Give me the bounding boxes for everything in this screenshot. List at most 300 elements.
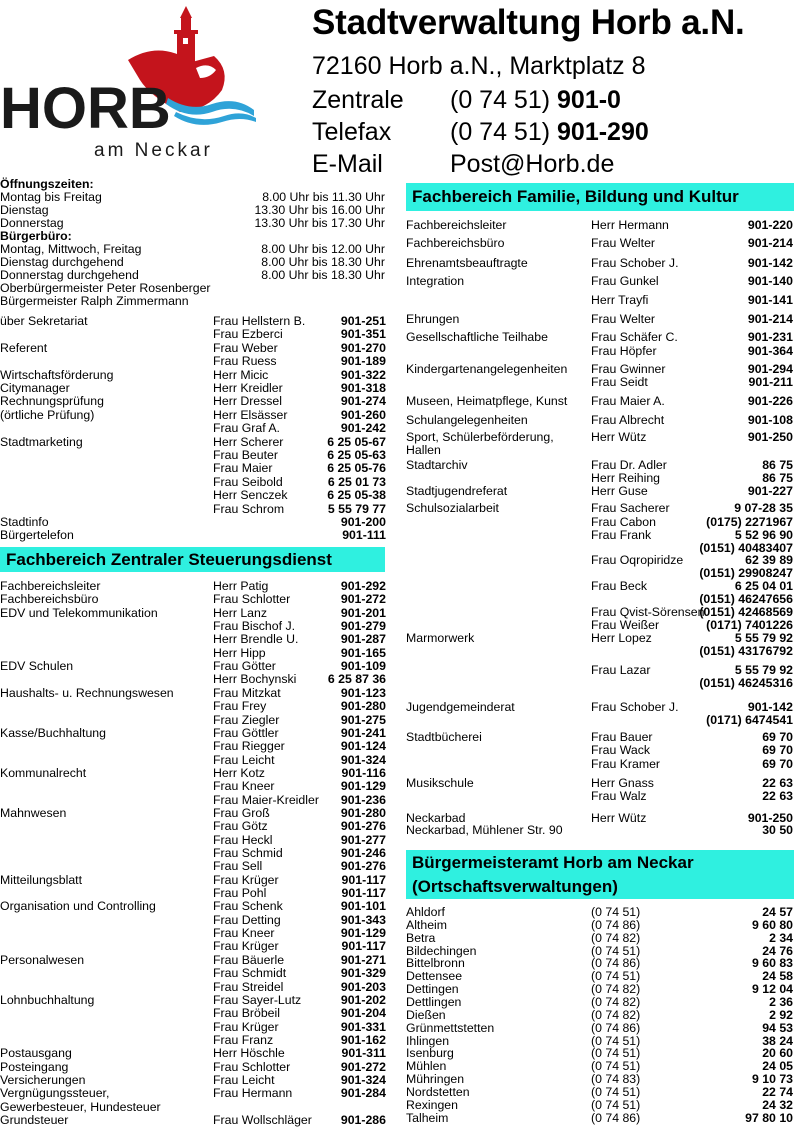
phone-number: 901-141 [747, 293, 793, 307]
contact-person: Frau Sayer-Lutz [213, 992, 302, 1007]
department: Wirtschaftsförderung [0, 367, 114, 382]
hours-time: 13.30 Uhr bis 17.30 Uhr [254, 216, 385, 230]
phone-number: 30 50 [762, 823, 793, 837]
ortschaft-name: Isenburg [406, 1046, 454, 1061]
contact-person: Frau Krüger [213, 939, 279, 954]
phone-number: 901-129 [340, 926, 386, 941]
contact-person: Herr Gnass [591, 776, 654, 790]
phone-number: 901-200 [340, 515, 386, 529]
department: Ehrenamtsbeauftragte [406, 256, 528, 270]
department: Personalwesen [0, 952, 85, 967]
phone-number: 901-111 [342, 528, 386, 543]
contact-person: Herr Kreidler [213, 381, 283, 395]
contact-person: Herr Hipp [213, 645, 266, 660]
horb-logo [0, 0, 300, 178]
phone-number: 2 34 [769, 930, 793, 945]
department: Organisation und Controlling [0, 899, 156, 914]
phone-number: 901-165 [340, 645, 386, 660]
contact-person: Frau Schlotter [213, 592, 291, 607]
phone-number: 901-142 [747, 700, 793, 714]
contact-person: Frau Gunkel [591, 274, 659, 288]
phone-number: 6 25 05-63 [327, 448, 386, 462]
phone-number: 901-351 [340, 327, 386, 342]
phone-number: (0175) 2271967 [706, 515, 793, 529]
contact-person: Herr Trayfi [591, 293, 649, 307]
phone-number: (0151) 43176792 [699, 644, 793, 658]
phone-number: 5 52 96 90 [734, 528, 793, 542]
contact-person: Frau Welter [591, 236, 656, 250]
contact-person: Frau Wack [591, 743, 650, 757]
department: Postausgang [0, 1046, 72, 1061]
department: Referent [0, 340, 48, 355]
phone-number: 901-294 [747, 362, 793, 376]
department: Haushalts- u. Rechnungswesen [0, 685, 174, 700]
buergerbuero-title: Bürgerbüro: [0, 229, 72, 243]
phone-number: 901-140 [747, 274, 793, 288]
phone-number: 69 70 [762, 730, 793, 744]
phone-number: 24 05 [762, 1059, 793, 1074]
phone-number: (0151) 46245316 [699, 676, 793, 690]
phone-number: 9 07-28 35 [734, 501, 793, 515]
department: Museen, Heimatpflege, Kunst [406, 394, 568, 408]
phone-number: 24 76 [762, 943, 793, 958]
phone-number: 901-280 [340, 699, 386, 714]
phone-number: 901-322 [340, 367, 386, 382]
area-code: (0 74 86) [591, 956, 641, 971]
phone-number: 901-251 [340, 314, 386, 328]
contact-person: Frau Bischof J. [213, 619, 296, 634]
area-code: (0 74 82) [591, 930, 641, 945]
phone-number: 901-272 [340, 1059, 386, 1074]
department: EDV und Telekommunikation [0, 605, 158, 620]
phone-number: 901-284 [340, 1086, 386, 1101]
phone-number: 62 39 89 [745, 553, 793, 567]
department: Bürgertelefon [0, 528, 74, 543]
phone-number: 6 25 05-76 [327, 461, 386, 476]
contact-person: Herr Brendle U. [213, 632, 299, 647]
phone-number: 22 63 [762, 776, 793, 790]
department: Grundsteuer [0, 1113, 69, 1127]
phone-number: 901-277 [340, 832, 386, 847]
address: 72160 Horb a.N., Marktplatz 8 [312, 52, 646, 80]
phone-number: (0171) 7401226 [706, 618, 793, 632]
contact-person: Herr Senczek [213, 488, 288, 503]
contact-person: Frau Schenk [213, 899, 283, 914]
phone-number: 901-189 [340, 354, 386, 369]
phone-number: 97 80 10 [745, 1110, 793, 1125]
department: Sport, Schülerbeförderung, [406, 430, 554, 444]
ortschaft-name: Ihlingen [406, 1033, 450, 1048]
department: Rechnungsprüfung [0, 394, 104, 409]
ortschaft-name: Ahldorf [406, 905, 445, 919]
department: Gewerbesteuer, Hundesteuer [0, 1099, 161, 1114]
contact-person: Frau Hermann [213, 1086, 293, 1101]
phone-number: 69 70 [762, 757, 793, 771]
phone-number: 901-117 [341, 872, 386, 887]
phone-number: 6 25 04 01 [734, 579, 793, 593]
phone-number: (0151) 29908247 [699, 566, 793, 580]
contact-person: Frau Schober J. [591, 700, 679, 714]
phone-number: 901-242 [340, 421, 386, 436]
phone-number: 901-241 [340, 725, 386, 740]
department: über Sekretariat [0, 314, 88, 328]
ortschaft-name: Mühlen [406, 1059, 447, 1074]
phone-number: 901-129 [340, 779, 386, 794]
contact-person: Herr Patig [213, 579, 269, 593]
section-familie-bildung-kultur: Fachbereich Familie, Bildung und Kultur [406, 183, 794, 211]
phone-number: 86 75 [762, 471, 793, 485]
phone-number: 69 70 [762, 743, 793, 757]
phone-number: 901-324 [340, 752, 386, 767]
hours-time: 8.00 Uhr bis 18.30 Uhr [261, 268, 385, 282]
phone-number: 901-214 [747, 236, 793, 250]
department: Neckarbad, Mühlener Str. 90 [406, 823, 563, 837]
contact-person: Frau Sell [213, 859, 263, 874]
ortschaft-name: Betra [406, 930, 436, 945]
phone-number: 901-271 [340, 952, 386, 967]
contact-person: Herr Lanz [213, 605, 267, 620]
department: Versicherungen [0, 1072, 86, 1087]
contact-person: Frau Bröbeil [213, 1006, 280, 1021]
phone-number: 901-276 [340, 859, 386, 874]
phone-number: 9 60 80 [751, 917, 793, 932]
department: Marmorwerk [406, 631, 475, 645]
phone-number: 901-162 [340, 1032, 386, 1047]
phone-number: 6 25 05-38 [327, 488, 386, 503]
contact-person: Frau Walz [591, 789, 647, 803]
logo-sub: am Neckar [94, 140, 213, 161]
phone-number: 9 10 73 [751, 1072, 793, 1087]
department: Stadtbücherei [406, 730, 482, 744]
contact-person: Frau Schlotter [213, 1059, 291, 1074]
area-code: (0 74 51) [591, 1084, 641, 1099]
hours-day: Dienstag [0, 203, 49, 217]
phone-number: 901-226 [747, 394, 793, 408]
phone-number: 24 57 [762, 905, 793, 919]
logo-horb: HORB [0, 76, 171, 141]
contact-person: Herr Elsässer [213, 407, 288, 422]
department: Stadtjugendreferat [406, 484, 508, 498]
contact-person: Herr Dressel [213, 394, 283, 409]
area-code: (0 74 51) [591, 905, 641, 919]
contact-person: Frau Detting [213, 912, 281, 927]
contact-person: Frau Franz [213, 1032, 274, 1047]
contact-telefax: Telefax (0 74 51) 901-290 [312, 118, 649, 146]
ortschaft-name: Rexingen [406, 1097, 458, 1112]
contact-person: Frau Bäuerle [213, 952, 285, 967]
contact-person: Frau Seidt [591, 375, 648, 389]
phone-number: 5 55 79 92 [734, 663, 793, 677]
phone-number: 901-292 [340, 579, 386, 593]
department: EDV Schulen [0, 659, 74, 674]
contact-person: Herr Guse [591, 484, 648, 498]
phone-number: 901-250 [747, 430, 793, 444]
contact-person: Frau Frank [591, 528, 652, 542]
contact-person: Frau Schmidt [213, 966, 287, 981]
phone-number: 6 25 87 36 [327, 672, 386, 687]
phone-number: 901-203 [340, 979, 386, 994]
phone-number: 901-202 [340, 992, 386, 1007]
contact-person: Herr Hermann [591, 218, 669, 232]
ortschaft-name: Grünmettstetten [406, 1020, 495, 1035]
contact-person: Frau Sacherer [591, 501, 670, 515]
contact-person: Frau Ziegler [213, 712, 280, 727]
contact-person: Frau Oqropiridze [591, 553, 684, 567]
phone-number: 6 25 05-67 [327, 434, 386, 449]
department: Kommunalrecht [0, 765, 87, 780]
phone-number: 901-214 [747, 312, 793, 326]
contact-email: E-Mail Post@Horb.de [312, 150, 615, 178]
section-buergermeisteramt-line1: Bürgermeisteramt Horb am Neckar [412, 853, 694, 872]
contact-person: Frau Heckl [213, 832, 273, 847]
department: Integration [406, 274, 465, 288]
ortschaft-name: Dettlingen [406, 994, 462, 1009]
department: Kindergartenangelegenheiten [406, 362, 568, 376]
phone-number: 901-324 [340, 1072, 386, 1087]
phone-number: 901-280 [340, 805, 386, 820]
contact-person: Frau Riegger [213, 739, 285, 754]
contact-person: Frau Schober J. [591, 256, 679, 270]
contact-person: Frau Groß [213, 805, 270, 820]
section-zentraler-steuerungsdienst: Fachbereich Zentraler Steuerungsdienst [0, 547, 385, 572]
department: Fachbereichsleiter [0, 579, 101, 593]
department: Stadtarchiv [406, 458, 468, 472]
department: Citymanager [0, 381, 70, 395]
hours-time: 8.00 Uhr bis 12.00 Uhr [261, 242, 385, 256]
contact-person: Frau Mitzkat [213, 685, 281, 700]
phone-number: 901-117 [341, 886, 386, 901]
area-code: (0 74 82) [591, 982, 641, 997]
department: Schulangelegenheiten [406, 413, 528, 427]
contact-person: Frau Beuter [213, 448, 278, 462]
phone-number: 901-286 [340, 1113, 386, 1127]
contact-person: Herr Lopez [591, 631, 652, 645]
hours-day: Dienstag durchgehend [0, 255, 124, 269]
area-code: (0 74 51) [591, 943, 641, 958]
area-code: (0 74 86) [591, 1110, 641, 1125]
ortschaft-name: Bildechingen [406, 943, 477, 958]
department: Fachbereichsleiter [406, 218, 507, 232]
contact-person: Frau Cabon [591, 515, 656, 529]
department: Fachbereichsbüro [406, 236, 505, 250]
department: Vergnügungssteuer, [0, 1086, 110, 1101]
department: Kasse/Buchhaltung [0, 725, 106, 740]
department: Neckarbad [406, 811, 466, 825]
phone-number: 901-270 [340, 340, 386, 355]
area-code: (0 74 51) [591, 969, 641, 984]
contact-person: Frau Ezberci [213, 327, 283, 342]
contact-person: Frau Lazar [591, 663, 651, 677]
contact-person: Herr Wütz [591, 430, 647, 444]
contact-person: Frau Hellstern B. [213, 314, 306, 328]
phone-number: 901-116 [341, 765, 386, 780]
phone-number: 22 74 [762, 1084, 793, 1099]
department: Schulsozialarbeit [406, 501, 499, 515]
hours-day: Montag, Mittwoch, Freitag [0, 242, 142, 256]
department: Mitteilungsblatt [0, 872, 83, 887]
contact-person: Herr Reihing [591, 471, 661, 485]
phone-number: 901-108 [747, 413, 793, 427]
phone-number: 901-211 [748, 375, 793, 389]
phone-number: 901-101 [340, 899, 386, 914]
contact-person: Frau Höpfer [591, 344, 657, 358]
phone-number: 901-123 [340, 685, 386, 700]
phone-number: 9 60 83 [751, 956, 793, 971]
ortschaft-name: Dettensee [406, 969, 463, 984]
phone-number: 901-250 [747, 811, 793, 825]
phone-number: 901-220 [747, 218, 793, 232]
phone-number: 20 60 [762, 1046, 793, 1061]
phone-number: 6 25 01 73 [327, 474, 386, 489]
phone-number: 901-142 [747, 256, 793, 270]
department: Hallen [406, 443, 441, 457]
contact-person: Frau Ruess [213, 354, 277, 369]
department: Posteingang [0, 1059, 69, 1074]
area-code: (0 74 51) [591, 1059, 641, 1074]
area-code: (0 74 86) [591, 917, 641, 932]
contact-person: Frau Maier-Kreidler [213, 792, 319, 807]
ortschaft-name: Dettingen [406, 982, 459, 997]
hours-time: 8.00 Uhr bis 18.30 Uhr [261, 255, 385, 269]
phone-number: 901-331 [340, 1019, 386, 1034]
contact-person: Herr Höschle [213, 1046, 285, 1061]
contact-person: Frau Göttler [213, 725, 279, 740]
phone-number: 901-329 [340, 966, 386, 981]
phone-number: 901-124 [340, 739, 386, 754]
contact-person: Frau Götz [213, 819, 268, 834]
contact-person: Frau Weißer [591, 618, 660, 632]
phone-number: 38 24 [762, 1033, 793, 1048]
phone-number: (0151) 46247656 [699, 592, 793, 606]
phone-number: 94 53 [762, 1020, 793, 1035]
department: Jugendgemeinderat [406, 700, 515, 714]
ortschaft-name: Nordstetten [406, 1084, 470, 1099]
contact-person: Frau Schrom [213, 501, 285, 516]
phone-number: 901-274 [340, 394, 386, 409]
contact-person: Frau Leicht [213, 752, 275, 767]
phone-number: 901-231 [747, 330, 793, 344]
ortschaft-name: Mühringen [406, 1072, 465, 1087]
contact-person: Frau Seibold [213, 474, 283, 489]
department: Mahnwesen [0, 805, 67, 820]
phone-number: 901-204 [340, 1006, 386, 1021]
phone-number: 901-117 [341, 939, 386, 954]
ortschaft-name: Bittelbronn [406, 956, 465, 971]
area-code: (0 74 82) [591, 1007, 641, 1022]
contact-person: Herr Bochynski [213, 672, 297, 687]
hours-time: 13.30 Uhr bis 16.00 Uhr [254, 203, 385, 217]
contact-person: Herr Wütz [591, 811, 647, 825]
ortschaft-name: Altheim [406, 917, 448, 932]
phone-number: 5 55 79 92 [734, 631, 793, 645]
phone-number: 901-227 [747, 484, 793, 498]
contact-person: Frau Pohl [213, 886, 267, 901]
phone-number: (0171) 6474541 [706, 713, 793, 727]
phone-number: 901-311 [341, 1046, 386, 1061]
phone-number: 24 32 [762, 1097, 793, 1112]
phone-number: 901-364 [747, 344, 793, 358]
contact-person: Frau Dr. Adler [591, 458, 667, 472]
hours-day: Montag bis Freitag [0, 190, 102, 204]
area-code: (0 74 83) [591, 1072, 641, 1087]
contact-person: Frau Götter [213, 659, 276, 674]
ortschaft-name: Talheim [406, 1110, 449, 1125]
area-code: (0 74 51) [591, 1097, 641, 1112]
contact-person: Frau Welter [591, 312, 656, 326]
phone-number: 901-236 [340, 792, 386, 807]
department: Fachbereichsbüro [0, 592, 99, 607]
tower-icon [174, 6, 198, 62]
contact-person: Frau Bauer [591, 730, 653, 744]
area-code: (0 74 51) [591, 1033, 641, 1048]
contact-person: Herr Scherer [213, 434, 284, 449]
department: Musikschule [406, 776, 474, 790]
contact-person: Frau Albrecht [591, 413, 665, 427]
phone-number: 901-343 [340, 912, 386, 927]
contact-person: Frau Krüger [213, 1019, 279, 1034]
hours-day: Donnerstag [0, 216, 64, 230]
buergermeister: Bürgermeister Ralph Zimmermann [0, 294, 189, 308]
phone-number: 901-279 [340, 619, 386, 634]
contact-person: Frau Kramer [591, 757, 661, 771]
contact-person: Frau Gwinner [591, 362, 666, 376]
phone-number: 22 63 [762, 789, 793, 803]
area-code: (0 74 86) [591, 1020, 641, 1035]
phone-number: 901-201 [340, 605, 386, 620]
contact-person: Frau Krüger [213, 872, 279, 887]
area-code: (0 74 51) [591, 1046, 641, 1061]
contact-person: Frau Leicht [213, 1072, 275, 1087]
ortschaft-name: Dießen [406, 1007, 446, 1022]
hours-time: 8.00 Uhr bis 11.30 Uhr [262, 190, 385, 204]
contact-person: Frau Frey [213, 699, 267, 714]
section-buergermeisteramt [406, 850, 794, 899]
phone-number: 901-246 [340, 846, 386, 860]
phone-number: (0151) 40483407 [699, 541, 793, 555]
department: Gesellschaftliche Teilhabe [406, 330, 548, 344]
phone-number: 86 75 [762, 458, 793, 472]
contact-person: Frau Schäfer C. [591, 330, 678, 344]
contact-person: Frau Beck [591, 579, 648, 593]
contact-person: Frau Kneer [213, 926, 275, 941]
phone-number: 901-287 [340, 632, 386, 647]
page-title: Stadtverwaltung Horb a.N. [312, 3, 745, 42]
contact-person: Frau Schmid [213, 846, 283, 860]
phone-number: 5 55 79 77 [327, 501, 386, 516]
contact-person: Frau Qvist-Sörensen [591, 605, 705, 619]
oberbuergermeister: Oberbürgermeister Peter Rosenberger [0, 281, 211, 295]
contact-zentrale: Zentrale (0 74 51) 901-0 [312, 86, 621, 114]
contact-person: Frau Kneer [213, 779, 275, 794]
contact-person: Frau Wollschläger [213, 1113, 312, 1127]
phone-number: 901-276 [340, 819, 386, 834]
section-buergermeisteramt-line2: (Ortschaftsverwaltungen) [412, 877, 618, 896]
contact-person: Frau Maier A. [591, 394, 665, 408]
department: Lohnbuchhaltung [0, 992, 95, 1007]
contact-person: Frau Streidel [213, 979, 284, 994]
phone-number: 901-272 [340, 592, 386, 607]
hours-title: Öffnungszeiten: [0, 177, 94, 191]
contact-person: Herr Kotz [213, 765, 265, 780]
area-code: (0 74 82) [591, 994, 641, 1009]
department: Ehrungen [406, 312, 460, 326]
contact-person: Herr Micic [213, 367, 269, 382]
phone-number: 9 12 04 [751, 982, 793, 997]
phone-number: 2 92 [769, 1007, 793, 1022]
contact-person: Frau Weber [213, 340, 278, 355]
phone-number: 901-109 [340, 659, 386, 674]
phone-number: 901-260 [340, 407, 386, 422]
